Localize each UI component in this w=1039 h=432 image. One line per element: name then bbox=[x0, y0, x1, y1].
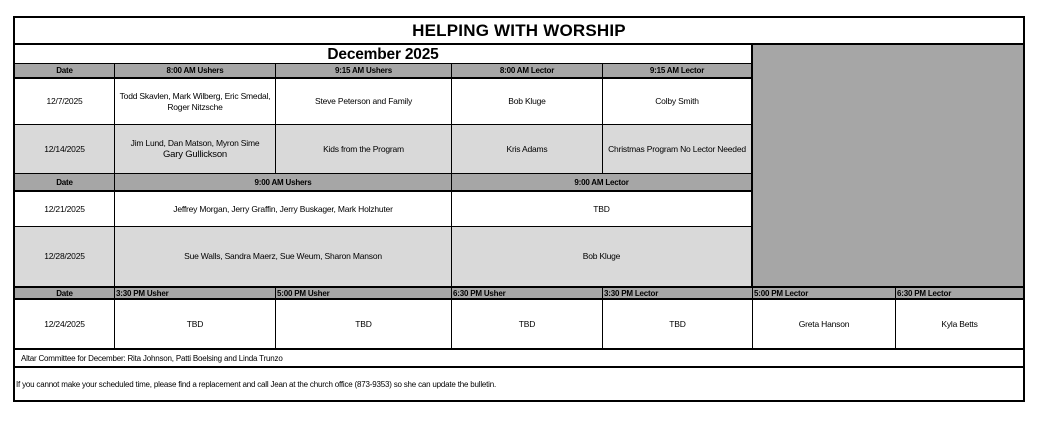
altar-committee-note: Altar Committee for December: Rita Johnson, Patti Boelsing and Linda Trunzo bbox=[15, 350, 1023, 368]
row-date: 12/14/2025 bbox=[15, 125, 115, 174]
row-lector-800: Bob Kluge bbox=[452, 79, 603, 125]
worship-schedule-sheet bbox=[13, 16, 1025, 402]
row-lector-915: Christmas Program No Lector Needed bbox=[603, 125, 753, 174]
header-915-lector: 9:15 AM Lector bbox=[603, 64, 753, 79]
header-800-ushers: 8:00 AM Ushers bbox=[115, 64, 276, 79]
row-ushers-915: Kids from the Program bbox=[276, 125, 452, 174]
row-lector-915: Colby Smith bbox=[603, 79, 753, 125]
row-ushers-900: Sue Walls, Sandra Maerz, Sue Weum, Sharon Manson bbox=[115, 227, 452, 288]
row-date: 12/28/2025 bbox=[15, 227, 115, 288]
ushers-line-1: Jim Lund, Dan Matson, Myron Sime bbox=[130, 138, 260, 148]
header-900-lector: 9:00 AM Lector bbox=[452, 174, 753, 192]
header-500-usher: 5:00 PM Usher bbox=[276, 288, 452, 300]
row-lector-500: Greta Hanson bbox=[753, 300, 896, 350]
schedule-title: HELPING WITH WORSHIP bbox=[15, 18, 1023, 45]
header-330-lector: 3:30 PM Lector bbox=[603, 288, 753, 300]
row-ushers-915: Steve Peterson and Family bbox=[276, 79, 452, 125]
row-usher-630: TBD bbox=[452, 300, 603, 350]
row-lector-900: Bob Kluge bbox=[452, 227, 753, 288]
row-lector-630: Kyla Betts bbox=[896, 300, 1023, 350]
gray-filler-block bbox=[753, 45, 1023, 288]
header-date: Date bbox=[15, 64, 115, 79]
row-ushers-800 bbox=[115, 125, 276, 174]
row-date: 12/21/2025 bbox=[15, 192, 115, 227]
header-date: Date bbox=[15, 288, 115, 300]
month-heading: December 2025 bbox=[15, 45, 753, 64]
replacement-instructions-note: If you cannot make your scheduled time, please find a replacement and call Jean at the church office (873-9353) so she can update the bulletin. bbox=[16, 379, 497, 389]
row-lector-900: TBD bbox=[452, 192, 753, 227]
row-lector-330: TBD bbox=[603, 300, 753, 350]
header-800-lector: 8:00 AM Lector bbox=[452, 64, 603, 79]
row-ushers-800: Todd Skavlen, Mark Wilberg, Eric Smedal, Roger Nitzsche bbox=[115, 79, 276, 125]
row-usher-330: TBD bbox=[115, 300, 276, 350]
row-date: 12/24/2025 bbox=[15, 300, 115, 350]
header-630-usher: 6:30 PM Usher bbox=[452, 288, 603, 300]
row-usher-500: TBD bbox=[276, 300, 452, 350]
row-date: 12/7/2025 bbox=[15, 79, 115, 125]
header-915-ushers: 9:15 AM Ushers bbox=[276, 64, 452, 79]
header-330-usher: 3:30 PM Usher bbox=[115, 288, 276, 300]
header-630-lector: 6:30 PM Lector bbox=[896, 288, 1023, 300]
ushers-line-2: Gary Gullickson bbox=[162, 149, 228, 160]
row-lector-800: Kris Adams bbox=[452, 125, 603, 174]
header-500-lector: 5:00 PM Lector bbox=[753, 288, 896, 300]
row-ushers-900: Jeffrey Morgan, Jerry Graffin, Jerry Buskager, Mark Holzhuter bbox=[115, 192, 452, 227]
header-900-ushers: 9:00 AM Ushers bbox=[115, 174, 452, 192]
header-date: Date bbox=[15, 174, 115, 192]
